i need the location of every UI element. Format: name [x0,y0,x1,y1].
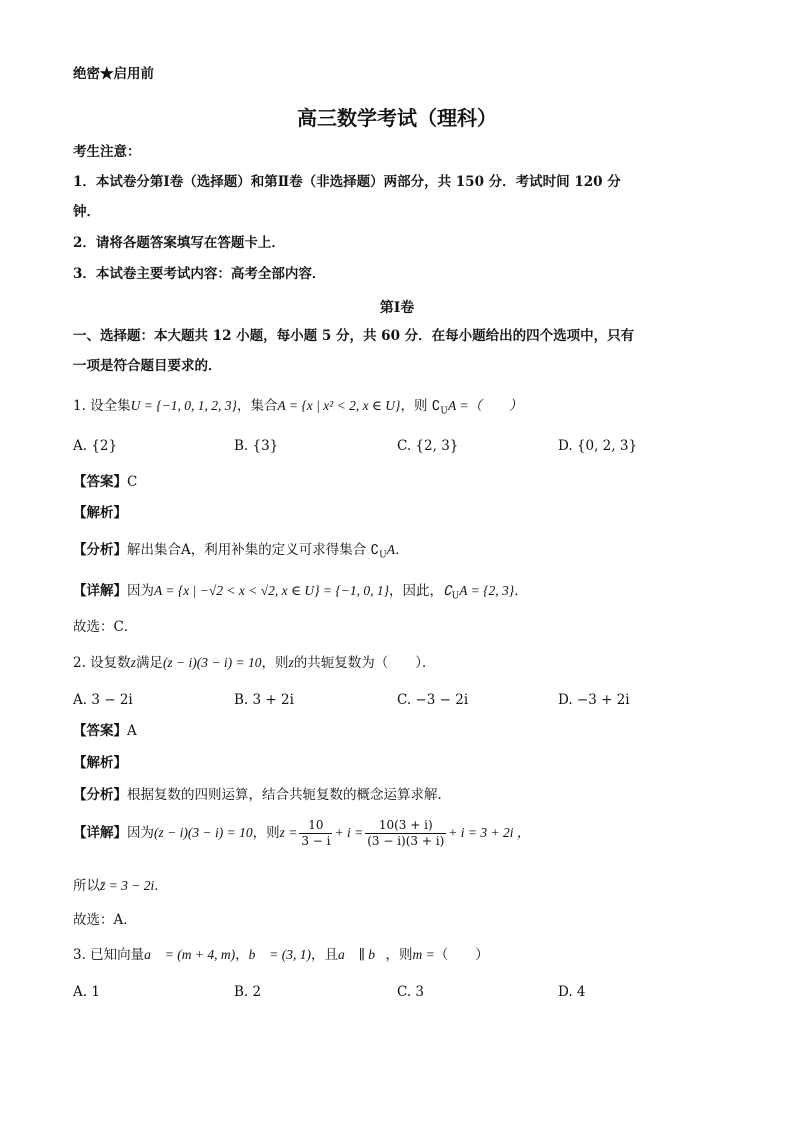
q3-parallel: a⃗ ∥ b⃗ [338,947,386,962]
answer-tag: 【答案】 [73,723,127,739]
q1-fenxi-sub: U [379,550,387,561]
q1-stem-pre: 1. 设全集 [73,398,131,414]
q1-detail-set: A = {x | −√2 < x < √2, x ∈ U} = {−1, 0, 1} [154,583,390,598]
q1-detail-pre: 因为 [127,583,154,599]
q2-conclusion [73,876,168,896]
q1-universal-set: U = {−1, 0, 1, 2, 3} [130,398,237,413]
q1-choose-value: C． [113,619,138,635]
q2-so: 所以 [73,878,100,894]
q3-sep: ， [235,947,249,963]
section-intro-cont: 一项是符合题目要求的． [73,358,222,374]
question-3-stem [73,945,489,965]
q1-fenxi-text: 解出集合A，利用补集的定义可求得集合 ∁ [127,542,380,558]
q1-option-a: A. {2} [73,438,118,454]
answer-tag: 【答案】 [73,474,127,490]
q2-fraction-2-den: (3 − i)(3 + i) [367,834,445,848]
notice-item-1: 1．本试卷分第Ⅰ卷（选择题）和第Ⅱ卷（非选择题）两部分，共 150 分．考试时间 120 分 [73,174,621,190]
confidential-label: 绝密★启用前 [73,66,154,82]
choose-label: 故选： [73,912,114,928]
q2-fraction-1-den: 3 − i [301,834,331,848]
notice-item-1-cont: 钟． [73,204,100,220]
q3-vector-a: a⃗ = (m + 4, m) [144,947,236,962]
q2-choose-value: A． [113,912,137,928]
q2-stem-pre: 2. 设复数 [73,655,131,671]
q2-fraction-2-num: 10(3 + i) [365,818,446,834]
q2-stem-mid: 满足 [135,655,163,671]
q2-fraction-2 [365,818,446,849]
q2-answer-value: A [127,723,137,739]
q2-choose [73,910,137,930]
q1-option-c: C. {2, 3} [397,438,459,454]
q3-stem-pre: 3. 已知向量 [73,947,145,963]
q1-answer [73,472,137,492]
q1-stem-post: ，则 ∁ [400,398,441,414]
detail-tag: 【详解】 [73,583,127,599]
q2-fenxi [73,785,451,805]
q2-option-b: B. 3 + 2i [234,692,294,708]
notice-heading: 考生注意： [73,144,141,160]
q2-fraction-1-num: 10 [299,818,332,834]
q1-detail-result: ∁ [443,583,452,598]
q2-detail-eq: (z − i)(3 − i) = 10 [154,825,253,840]
q2-option-a: A. 3 − 2i [73,692,133,708]
q1-stem-end: A =（ ） [447,398,523,413]
q2-option-d: D. −3 + 2i [558,692,630,708]
q3-end: （ ） [434,947,489,963]
q1-set-a: A = {x | x² < 2, x ∈ U} [277,398,401,413]
q3-m: m = [412,947,435,962]
q2-fenxi-text: 根据复数的四则运算，结合共轭复数的概念运算求解． [127,787,451,803]
q2-detail-pre: 因为 [127,825,154,841]
q2-so-end: ． [154,878,168,894]
q2-detail [73,818,530,849]
question-1-stem [73,396,522,422]
q2-analysis [73,753,127,773]
q3-vector-b: b⃗ = (3, 1) [248,947,311,962]
question-2-stem [73,653,436,673]
q2-equation: (z − i)(3 − i) = 10 [162,655,262,670]
q3-option-a: A. 1 [73,984,100,1000]
choose-label: 故选： [73,619,114,635]
q1-option-d: D. {0, 2, 3} [558,438,638,454]
q2-detail-tail: + i = 3 + 2i ， [448,825,531,840]
notice-item-3: 3．本试卷主要考试内容：高考全部内容． [73,266,326,282]
q2-option-c: C. −3 − 2i [397,692,469,708]
q1-detail-result-end: A = {2, 3}． [459,583,528,598]
q1-stem-mid: ，集合 [236,398,278,414]
q2-fraction-1 [299,818,332,849]
analysis-tag: 【解析】 [73,755,127,771]
fenxi-tag: 【分析】 [73,787,127,803]
q2-stem-post: 的共轭复数为（ ）． [293,655,436,671]
q2-answer [73,721,137,741]
q1-choose [73,617,137,637]
q3-option-c: C. 3 [397,984,425,1000]
analysis-tag: 【解析】 [73,505,127,521]
q1-answer-value: C [127,474,138,490]
page-title: 高三数学考试（理科） [297,106,497,130]
section-intro: 一、选择题：本大题共 12 小题，每小题 5 分，共 60 分．在每小题给出的四个选项中，只有 [73,328,635,344]
notice-item-2: 2．请将各题答案填写在答题卡上． [73,235,285,251]
q1-option-b: B. {3} [234,438,279,454]
volume-heading: 第Ⅰ卷 [379,300,415,316]
q1-analysis [73,503,127,523]
q3-mid: ，且 [311,947,338,963]
q2-detail-z: z = [279,825,298,840]
q1-fenxi [73,540,408,566]
q2-detail-then: ，则 [252,825,280,841]
q2-z-2: z [288,655,294,670]
fenxi-tag: 【分析】 [73,542,127,558]
q1-stem-sub: U [440,406,448,417]
q3-option-b: B. 2 [234,984,262,1000]
q1-detail [73,581,528,607]
q1-detail-sub: U [451,591,460,602]
q2-z: z [130,655,136,670]
q2-detail-plus-i: + i = [334,825,364,840]
q1-fenxi-end: A． [386,542,409,557]
q2-zbar: z̄ = 3 − 2i [100,878,155,893]
q2-stem-mid2: ，则 [261,655,289,671]
detail-tag: 【详解】 [73,825,127,841]
q3-option-d: D. 4 [558,984,586,1000]
q3-post: ，则 [385,947,413,963]
q1-detail-mid: ，因此， [389,583,444,599]
